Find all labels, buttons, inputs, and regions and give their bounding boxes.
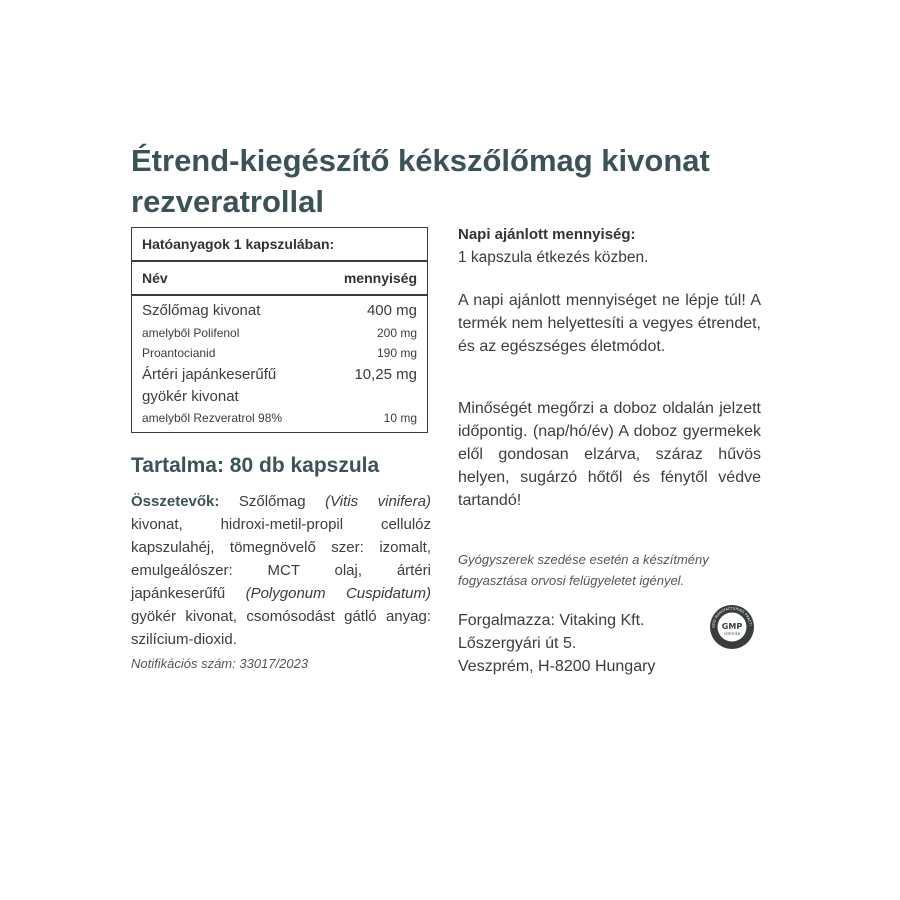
gmp-center-text: GMP — [721, 622, 743, 631]
table-divider — [132, 260, 427, 262]
ingredients-text — [131, 490, 431, 651]
row-quantity: 200 mg — [376, 326, 417, 340]
title-line-1: Étrend-kiegészítő kékszőlőmag kivonat — [131, 143, 710, 178]
active-ingredients-table — [131, 227, 428, 433]
gmp-sub-text: CERTIFIED — [723, 632, 741, 636]
ingredients-part: kivonat, hidroxi-metil-propil cellulóz kapszulahéj, tömegnövelő szer: izomalt, emulgeálószer: MCT olaj, ártéri japánkeserűfű — [131, 516, 431, 602]
distributor-line: Lőszergyári út 5. — [458, 635, 577, 652]
product-title — [131, 140, 791, 222]
row-quantity: 10 mg — [383, 411, 417, 425]
daily-dose-title: Napi ajánlott mennyiség: — [458, 226, 636, 243]
row-quantity: 190 mg — [376, 346, 417, 360]
row-name: amelyből Polifenol — [142, 326, 240, 340]
distributor-line: Veszprém, H-8200 Hungary — [458, 658, 656, 675]
row-name: Ártéri japánkeserűfű — [142, 366, 277, 383]
storage-paragraph: Minőségét megőrzi a doboz oldalán jelzett időpontig. (nap/hó/év) A doboz gyermekek elől gondosan elzárva, száraz hűvös helyen, sugárzó hőtől és fénytől védve tartandó! — [458, 400, 761, 509]
row-quantity: 10,25 mg — [354, 366, 417, 383]
column-header-name: Név — [142, 270, 168, 286]
latin-name: (Polygonum Cuspidatum) — [245, 585, 431, 602]
medical-warning: Gyógyszerek szedése esetén a készítmény fogyasztása orvosi felügyeletet igényel. — [458, 552, 709, 588]
contents-heading: Tartalma: 80 db kapszula — [131, 454, 380, 477]
title-line-2: rezveratrollal — [131, 184, 324, 219]
table-divider — [132, 294, 427, 296]
table-heading: Hatóanyagok 1 kapszulában: — [142, 236, 335, 252]
ingredients-part: Szőlőmag — [219, 493, 326, 510]
row-name: Proantocianid — [142, 346, 216, 360]
gmp-ring-text: OOD MANUFACTURING PRACTI — [711, 606, 753, 628]
row-name: gyökér kivonat — [142, 388, 239, 405]
daily-dose-text: 1 kapszula étkezés közben. — [458, 249, 649, 266]
dosage-warning-paragraph: A napi ajánlott mennyiséget ne lépje túl! A termék nem helyettesíti a vegyes étrendet, és az egészséges életmódot. — [458, 292, 761, 355]
notification-number: Notifikációs szám: 33017/2023 — [131, 656, 309, 671]
latin-name: (Vitis vinifera) — [325, 493, 431, 510]
row-name: Szőlőmag kivonat — [142, 302, 261, 319]
ingredients-part: gyökér kivonat, csomósodást gátló anyag: szilícium-dioxid. — [131, 608, 431, 648]
row-quantity: 400 mg — [366, 302, 417, 319]
gmp-certified-icon — [709, 604, 755, 650]
row-name: amelyből Rezveratrol 98% — [142, 411, 283, 425]
column-header-quantity: mennyiség — [343, 270, 417, 286]
distributor-line: Forgalmazza: Vitaking Kft. — [458, 612, 645, 629]
ingredients-label: Összetevők: — [131, 493, 220, 510]
